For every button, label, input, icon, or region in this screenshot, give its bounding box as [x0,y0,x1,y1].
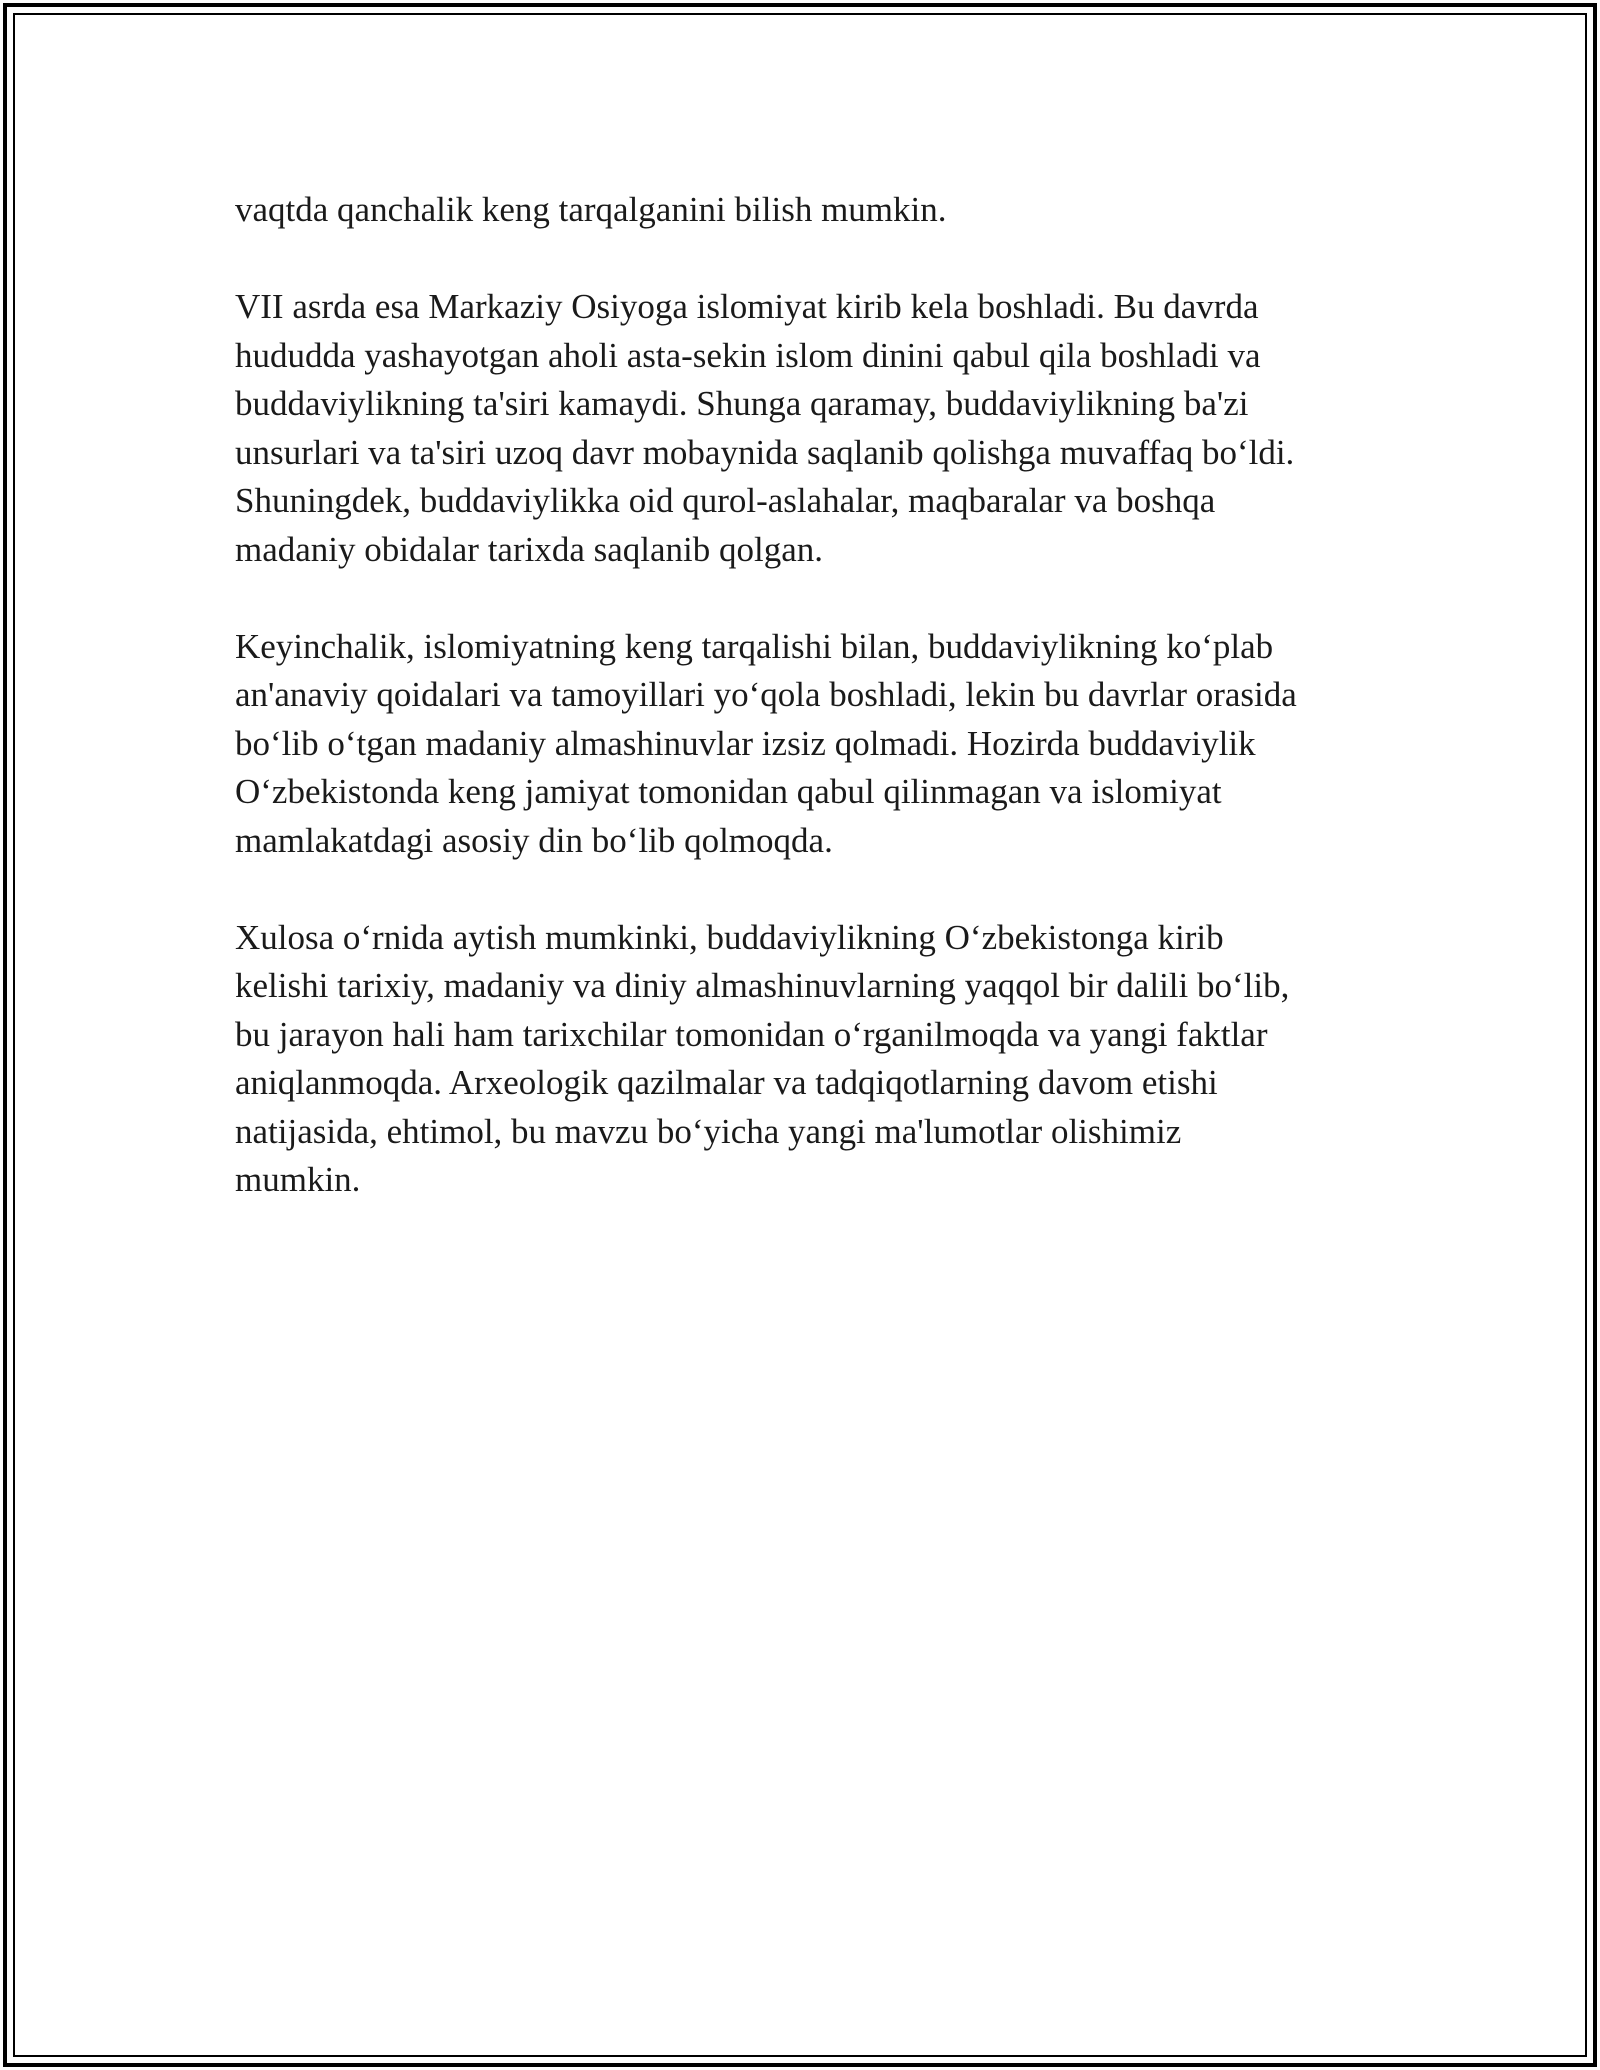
paragraph-islam-arrival: VII asrda esa Markaziy Osiyoga islomiyat kirib kela boshladi. Bu davrda hududda yashayotgan aholi asta-sekin islom dinini qabul qila boshladi va buddaviylikning ta'siri kamaydi. Shunga qaramay, buddaviylikning ba'zi unsurlari va ta'siri uzoq davr mobaynida saqlanib qolishga muvaffaq bo‘ldi. Shuningdek, buddaviylikka oid qurol-aslahalar, maqbaralar va boshqa madaniy obidalar tarixda saqlanib qolgan. [235,287,1295,569]
paragraph-decline: Keyinchalik, islomiyatning keng tarqalishi bilan, buddaviylikning ko‘plab an'anaviy qoidalari va tamoyillari yo‘qola boshladi, lekin bu davrlar orasida bo‘lib o‘tgan madaniy almashinuvlar izsiz qolmadi. Hozirda buddaviylik O‘zbekistonda keng jamiyat tomonidan qabul qilinmagan va islomiyat mamlakatdagi asosiy din bo‘lib qolmoqda. [235,626,1297,860]
paragraph-continuation: vaqtda qanchalik keng tarqalganini bilish mumkin. [235,190,947,229]
paragraph-conclusion: Xulosa o‘rnida aytish mumkinki, buddaviylikning O‘zbekistonga kirib kelishi tarixiy, madaniy va diniy almashinuvlarning yaqqol bir dalili bo‘lib, bu jarayon hali ham tarixchilar tomonidan o‘rganilmoqda va yangi faktlar aniqlanmoqda. Arxeologik qazilmalar va tadqiqotlarning davom etishi natijasida, ehtimol, bu mavzu bo‘yicha yangi ma'lumotlar olishimiz mumkin. [235,917,1290,1199]
document-body [235,186,1385,1253]
